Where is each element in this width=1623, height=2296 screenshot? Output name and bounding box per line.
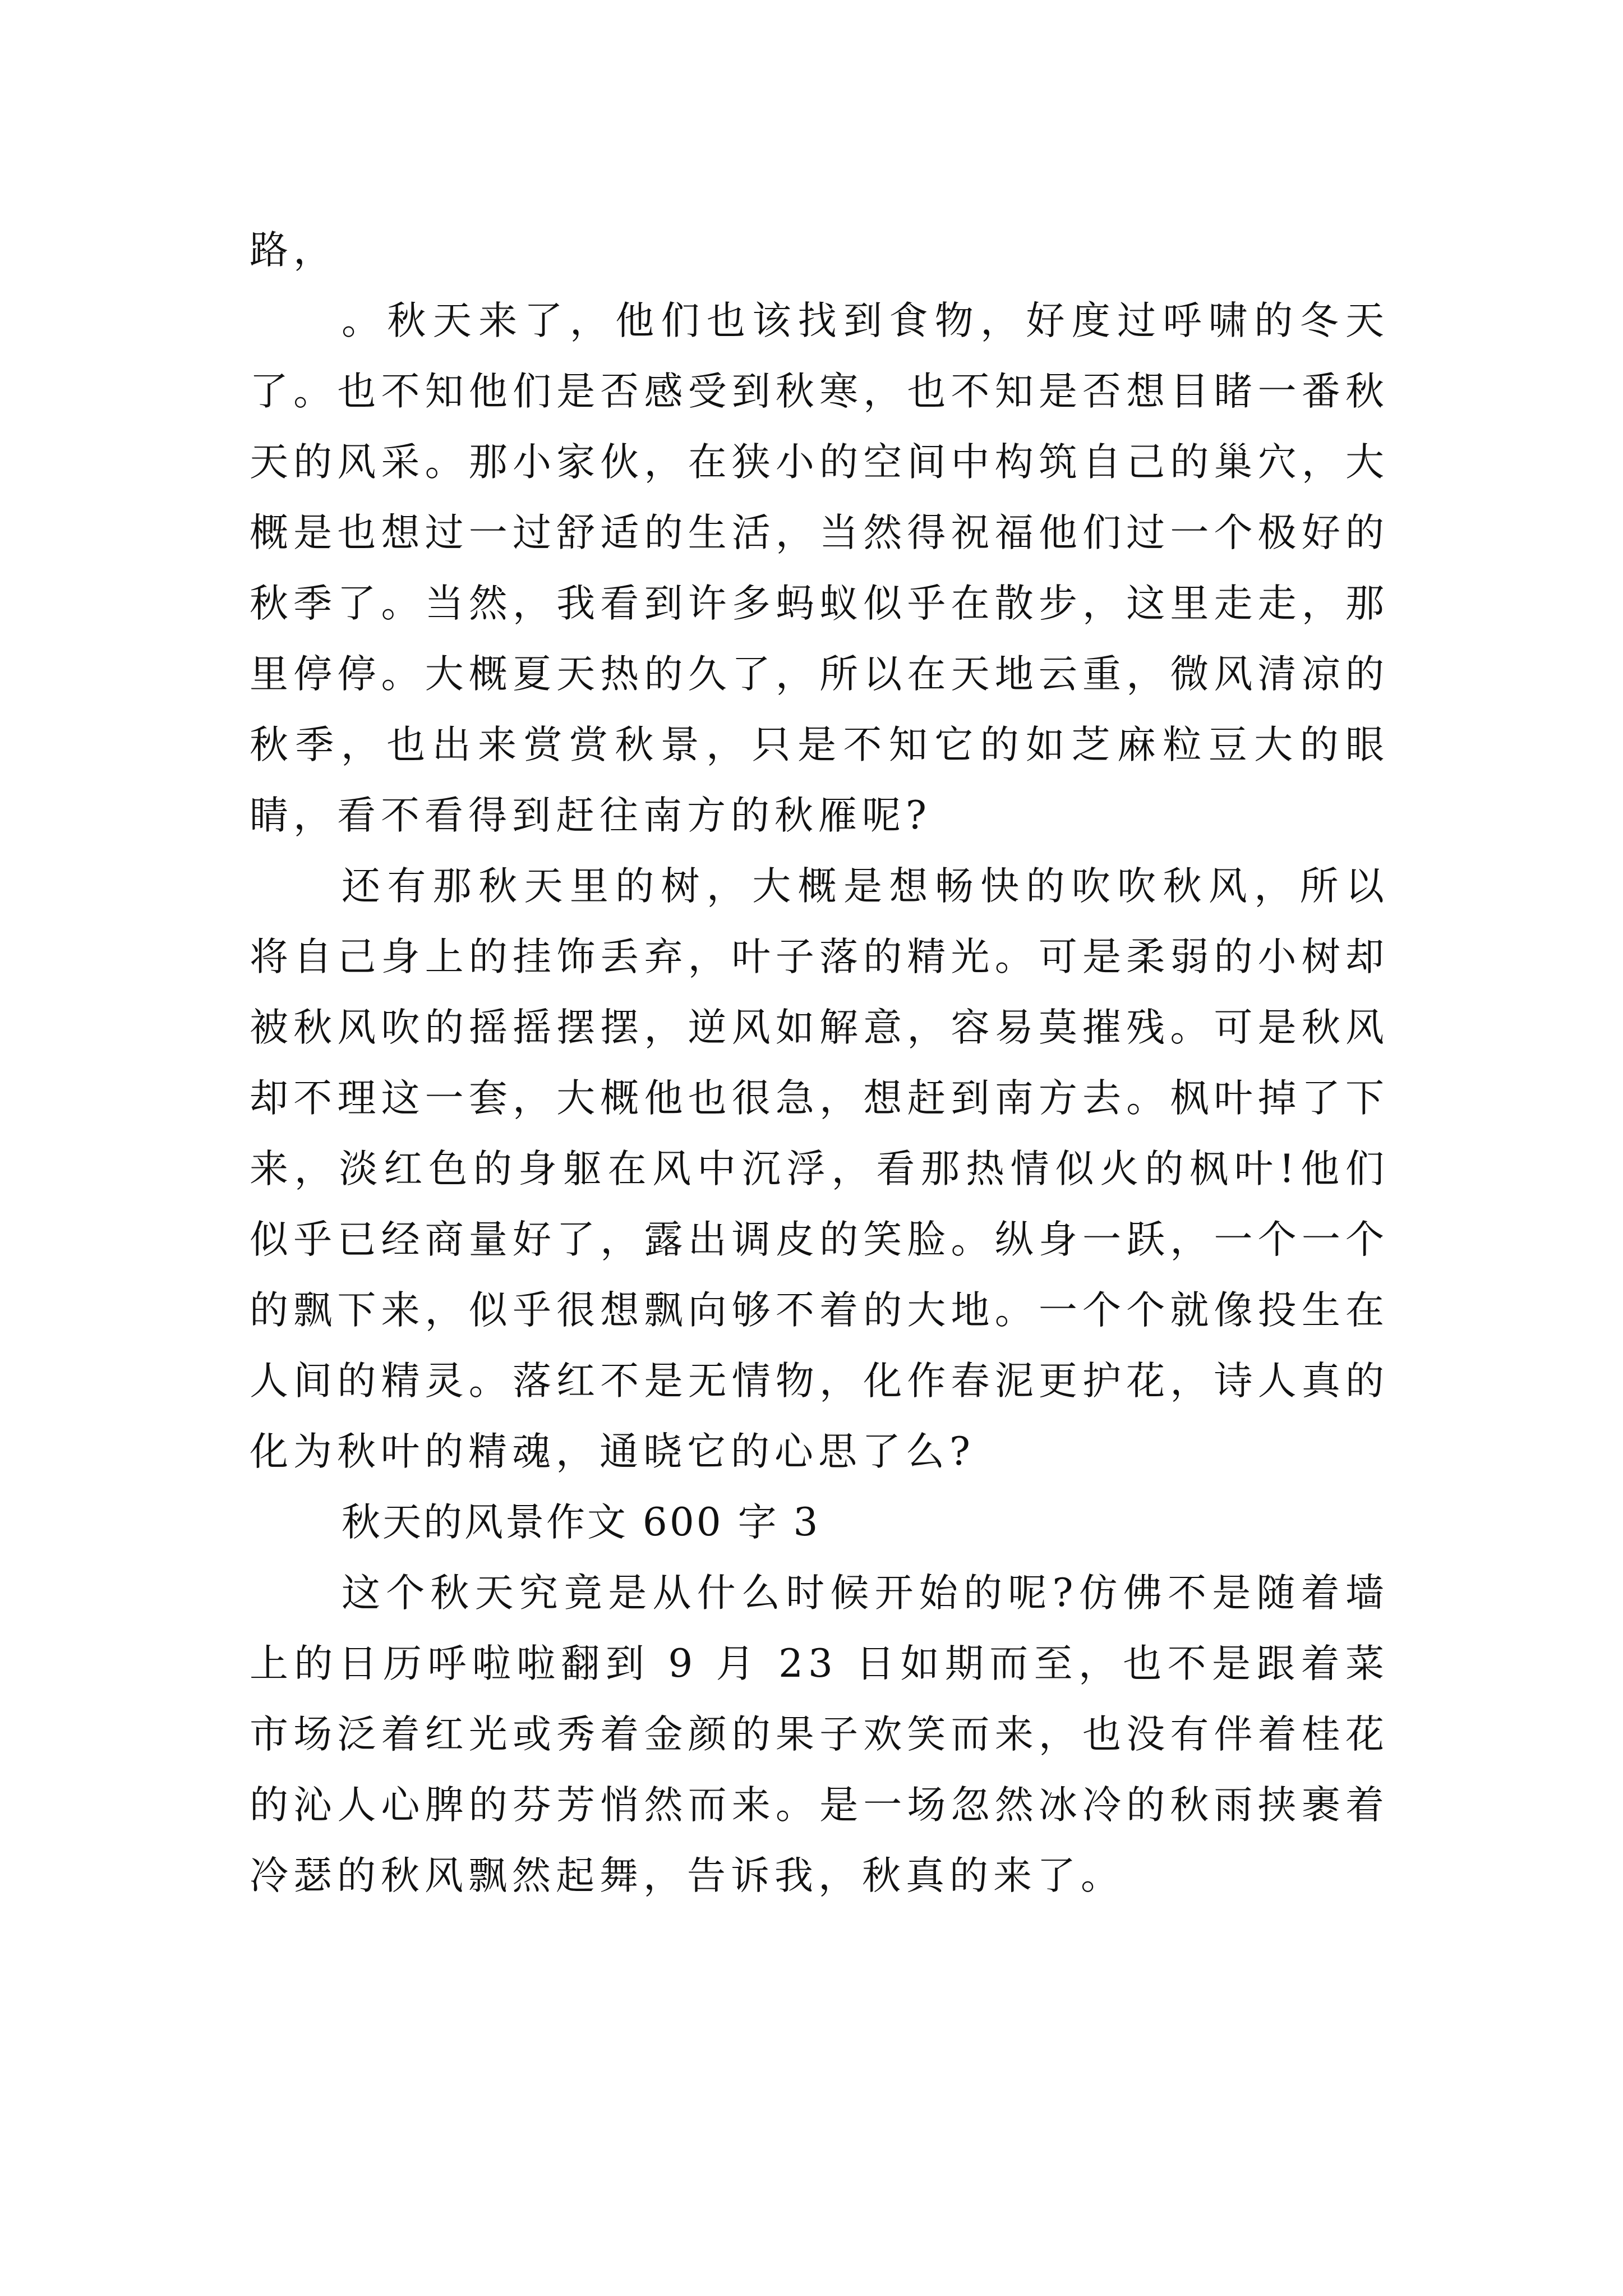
paragraph-trees: 还有那秋天里的树，大概是想畅快的吹吹秋风，所以将自己身上的挂饰丢弃，叶子落的精光。可是柔弱的小树却被秋风吹的摇摇摆摆，逆风如解意，容易莫摧残。可是秋风却不理这一套，大概他也很急，想赶到南方去。枫叶掉了下来，淡红色的身躯在风中沉浮，看那热情似火的枫叶!他们似乎已经商量好了，露出调皮的笑脸。纵身一跃，一个一个的飘下来，似乎很想飘向够不着的大地。一个个就像投生在人间的精灵。落红不是无情物，化作春泥更护花，诗人真的化为秋叶的精魂，通晓它的心思了么?: [250, 864, 1389, 1474]
paragraph-fragment: 路，: [250, 228, 337, 273]
section-heading: 秋天的风景作文 600 字 3: [342, 1500, 820, 1545]
body-text: [250, 215, 1389, 1911]
paragraph-autumn-start: 这个秋天究竟是从什么时候开始的呢?仿佛不是随着墙上的日历呼啦啦翻到 9 月 23 日如期而至，也不是跟着菜市场泛着红光或秀着金颜的果子欢笑而来，也没有伴着桂花的沁人心脾的芬芳悄然而来。是一场忽然冰冷的秋雨挟裹着冷瑟的秋风飘然起舞，告诉我，秋真的来了。: [250, 1571, 1389, 1898]
paragraph-ants: 。秋天来了，他们也该找到食物，好度过呼啸的冬天了。也不知他们是否感受到秋寒，也不知是否想目睹一番秋天的风采。那小家伙，在狭小的空间中构筑自己的巢穴，大概是也想过一过舒适的生活，当然得祝福他们过一个极好的秋季了。当然，我看到许多蚂蚁似乎在散步，这里走走，那里停停。大概夏天热的久了，所以在天地云重，微风清凉的秋季，也出来赏赏秋景，只是不知它的如芝麻粒豆大的眼睛，看不看得到赶往南方的秋雁呢?: [250, 298, 1389, 838]
